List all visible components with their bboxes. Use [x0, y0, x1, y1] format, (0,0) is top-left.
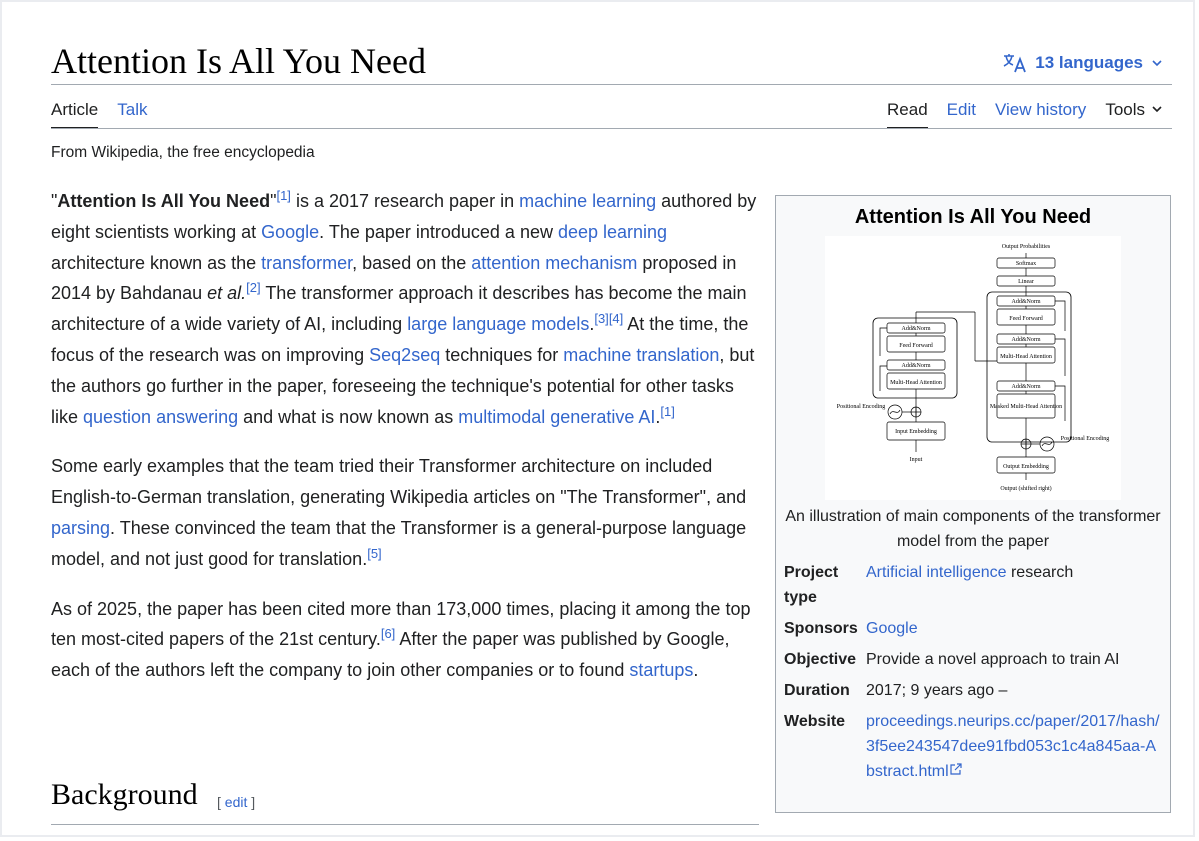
infobox-label: Project type	[784, 564, 839, 606]
diagram-label: Add&Norm	[901, 326, 931, 332]
tab-view-history[interactable]: View history	[994, 100, 1087, 119]
diagram-label: Softmax	[1015, 261, 1037, 267]
infobox	[775, 195, 1171, 813]
text: architecture known as the	[51, 252, 262, 273]
reference-link[interactable]: [4]	[608, 311, 624, 327]
namespace-tabs	[51, 100, 147, 129]
text: and what is now known as	[238, 406, 459, 427]
diagram-label: Output (shifted right)	[1000, 486, 1052, 492]
diagram-label: Add&Norm	[901, 363, 931, 369]
text: The transformer approach it describes has become the main architecture of a wide variety of AI, including	[51, 283, 747, 335]
article-body	[51, 186, 759, 705]
diagram-label: Input	[909, 457, 923, 463]
reference-link[interactable]: [2]	[246, 280, 261, 296]
text: authored by eight scientists working at	[51, 191, 757, 242]
reference-link[interactable]: [3]	[594, 311, 609, 327]
infobox-row-objective	[784, 647, 1162, 672]
text: After the paper was published by Google, each of the authors left the company to join other companies or to found	[51, 629, 730, 681]
site-tagline: From Wikipedia, the free encyclopedia	[51, 144, 315, 161]
infobox-caption: An illustration of main components of the transformer model from the paper	[785, 508, 1161, 550]
language-count: 13 languages	[1035, 53, 1143, 72]
translate-icon	[1003, 53, 1027, 73]
infobox-row-sponsors	[784, 616, 1162, 641]
link-seq2seq[interactable]: Seq2seq	[369, 344, 441, 365]
link-machine-translation[interactable]: machine translation	[563, 344, 720, 365]
text: . These convinced the team that the Transformer is a general-purpose language model, and not just good for translation.	[51, 517, 747, 569]
bold-title: Attention Is All You Need	[57, 191, 271, 211]
diagram-label: Add&Norm	[1011, 299, 1041, 305]
title-divider	[51, 84, 1172, 85]
text: techniques for	[440, 344, 564, 365]
text: "	[270, 191, 277, 211]
tab-article[interactable]: Article	[51, 100, 98, 129]
link-google[interactable]: Google	[261, 221, 320, 242]
tab-read[interactable]: Read	[887, 100, 928, 129]
infobox-label: Duration	[784, 682, 850, 699]
infobox-label: Objective	[784, 651, 857, 668]
link-google-sponsor[interactable]: Google	[866, 620, 918, 637]
italic-text: et al.	[207, 283, 247, 304]
website-link[interactable]: proceedings.neurips.cc/paper/2017/hash/3f5ee243547dee91fbd053c1c4a845aa-Abstract.html	[866, 713, 1160, 780]
infobox-label: Website	[784, 713, 846, 730]
diagram-label: Output Probabilities	[1001, 244, 1051, 250]
text: .	[655, 406, 661, 427]
diagram-label: Linear	[1018, 279, 1034, 285]
section-heading-background: Background	[51, 778, 198, 811]
tools-menu[interactable]	[1105, 100, 1163, 129]
paragraph-examples	[51, 451, 759, 574]
diagram-label: Positional Encoding	[1060, 436, 1110, 442]
infobox-title: Attention Is All You Need	[854, 206, 1092, 228]
diagram-label: Multi-Head Attention	[1000, 354, 1052, 360]
diagram-label: Masked Multi-Head Attention	[989, 404, 1063, 410]
infobox-label: Sponsors	[784, 620, 858, 637]
text: research	[1006, 564, 1074, 581]
section-edit	[217, 794, 255, 810]
reference-link[interactable]: [1]	[276, 188, 291, 203]
infobox-row-website	[784, 709, 1162, 784]
infobox-value: 2017; 9 years ago –	[866, 682, 1008, 699]
diagram-label: Input Embedding	[895, 429, 937, 435]
language-selector[interactable]	[1003, 53, 1163, 73]
text: At the time, the focus of the research was on improving	[51, 314, 749, 365]
reference-link[interactable]: [5]	[367, 545, 382, 561]
link-transformer[interactable]: transformer	[261, 252, 353, 273]
text: .	[589, 314, 595, 335]
link-large-language-models[interactable]: large language models	[407, 314, 590, 335]
link-parsing[interactable]: parsing	[51, 517, 111, 538]
bracket: [	[217, 794, 225, 810]
chevron-down-icon	[1151, 100, 1163, 120]
link-attention-mechanism[interactable]: attention mechanism	[471, 252, 638, 273]
infobox-row-duration	[784, 678, 1162, 703]
tab-talk[interactable]: Talk	[117, 100, 148, 119]
diagram-label: Feed Forward	[1009, 316, 1043, 322]
view-tabs	[887, 100, 1163, 129]
paragraph-intro	[51, 186, 759, 432]
external-link-icon	[949, 763, 962, 780]
tab-edit[interactable]: Edit	[946, 100, 976, 119]
infobox-value	[866, 709, 1162, 784]
link-machine-learning[interactable]: machine learning	[519, 191, 657, 211]
text: is a 2017 research paper in	[290, 191, 520, 211]
link-multimodal-generative-ai[interactable]: multimodal generative AI	[458, 406, 656, 427]
diagram-label: Feed Forward	[899, 343, 933, 349]
section-divider	[51, 824, 759, 825]
bracket: ]	[247, 794, 256, 810]
text: Some early examples that the team tried their Transformer architecture on included English-to-German translation, generating Wikipedia articles on "The Transformer", and	[51, 456, 747, 508]
text: proposed in 2014 by Bahdanau	[51, 252, 737, 304]
link-question-answering[interactable]: question answering	[83, 406, 239, 427]
text: , but the authors go further in the paper, foreseeing the technique's potential for other tasks like	[51, 344, 755, 427]
text: . The paper introduced a new	[319, 221, 558, 242]
infobox-value	[866, 560, 1162, 610]
link-artificial-intelligence[interactable]: Artificial intelligence	[866, 564, 1007, 581]
reference-link[interactable]: [6]	[380, 626, 396, 642]
diagram-label: Positional Encoding	[836, 404, 886, 410]
text: "	[51, 191, 58, 211]
transformer-diagram[interactable]	[825, 236, 1121, 500]
paragraph-citations	[51, 594, 759, 686]
diagram-label: Add&Norm	[1011, 384, 1041, 390]
text: .	[693, 660, 699, 681]
tools-label: Tools	[1105, 100, 1145, 119]
text: , based on the	[352, 252, 472, 273]
diagram-label: Output Embedding	[1003, 464, 1049, 470]
link-deep-learning[interactable]: deep learning	[557, 221, 668, 242]
infobox-value: Provide a novel approach to train AI	[866, 651, 1120, 668]
edit-section-link[interactable]: edit	[224, 794, 248, 810]
diagram-label: Add&Norm	[1011, 337, 1041, 343]
page-title: Attention Is All You Need	[51, 41, 427, 81]
reference-link[interactable]: [1]	[660, 403, 675, 419]
infobox-value	[866, 616, 1162, 641]
text: As of 2025, the paper has been cited more than 173,000 times, placing it among the top ten most-cited papers of the 21st century.	[51, 598, 751, 650]
chevron-down-icon	[1151, 57, 1163, 69]
tabs-divider	[51, 128, 1172, 129]
diagram-label: Multi-Head Attention	[890, 380, 942, 386]
infobox-row-project-type	[784, 560, 1162, 610]
link-startups[interactable]: startups	[629, 660, 694, 681]
